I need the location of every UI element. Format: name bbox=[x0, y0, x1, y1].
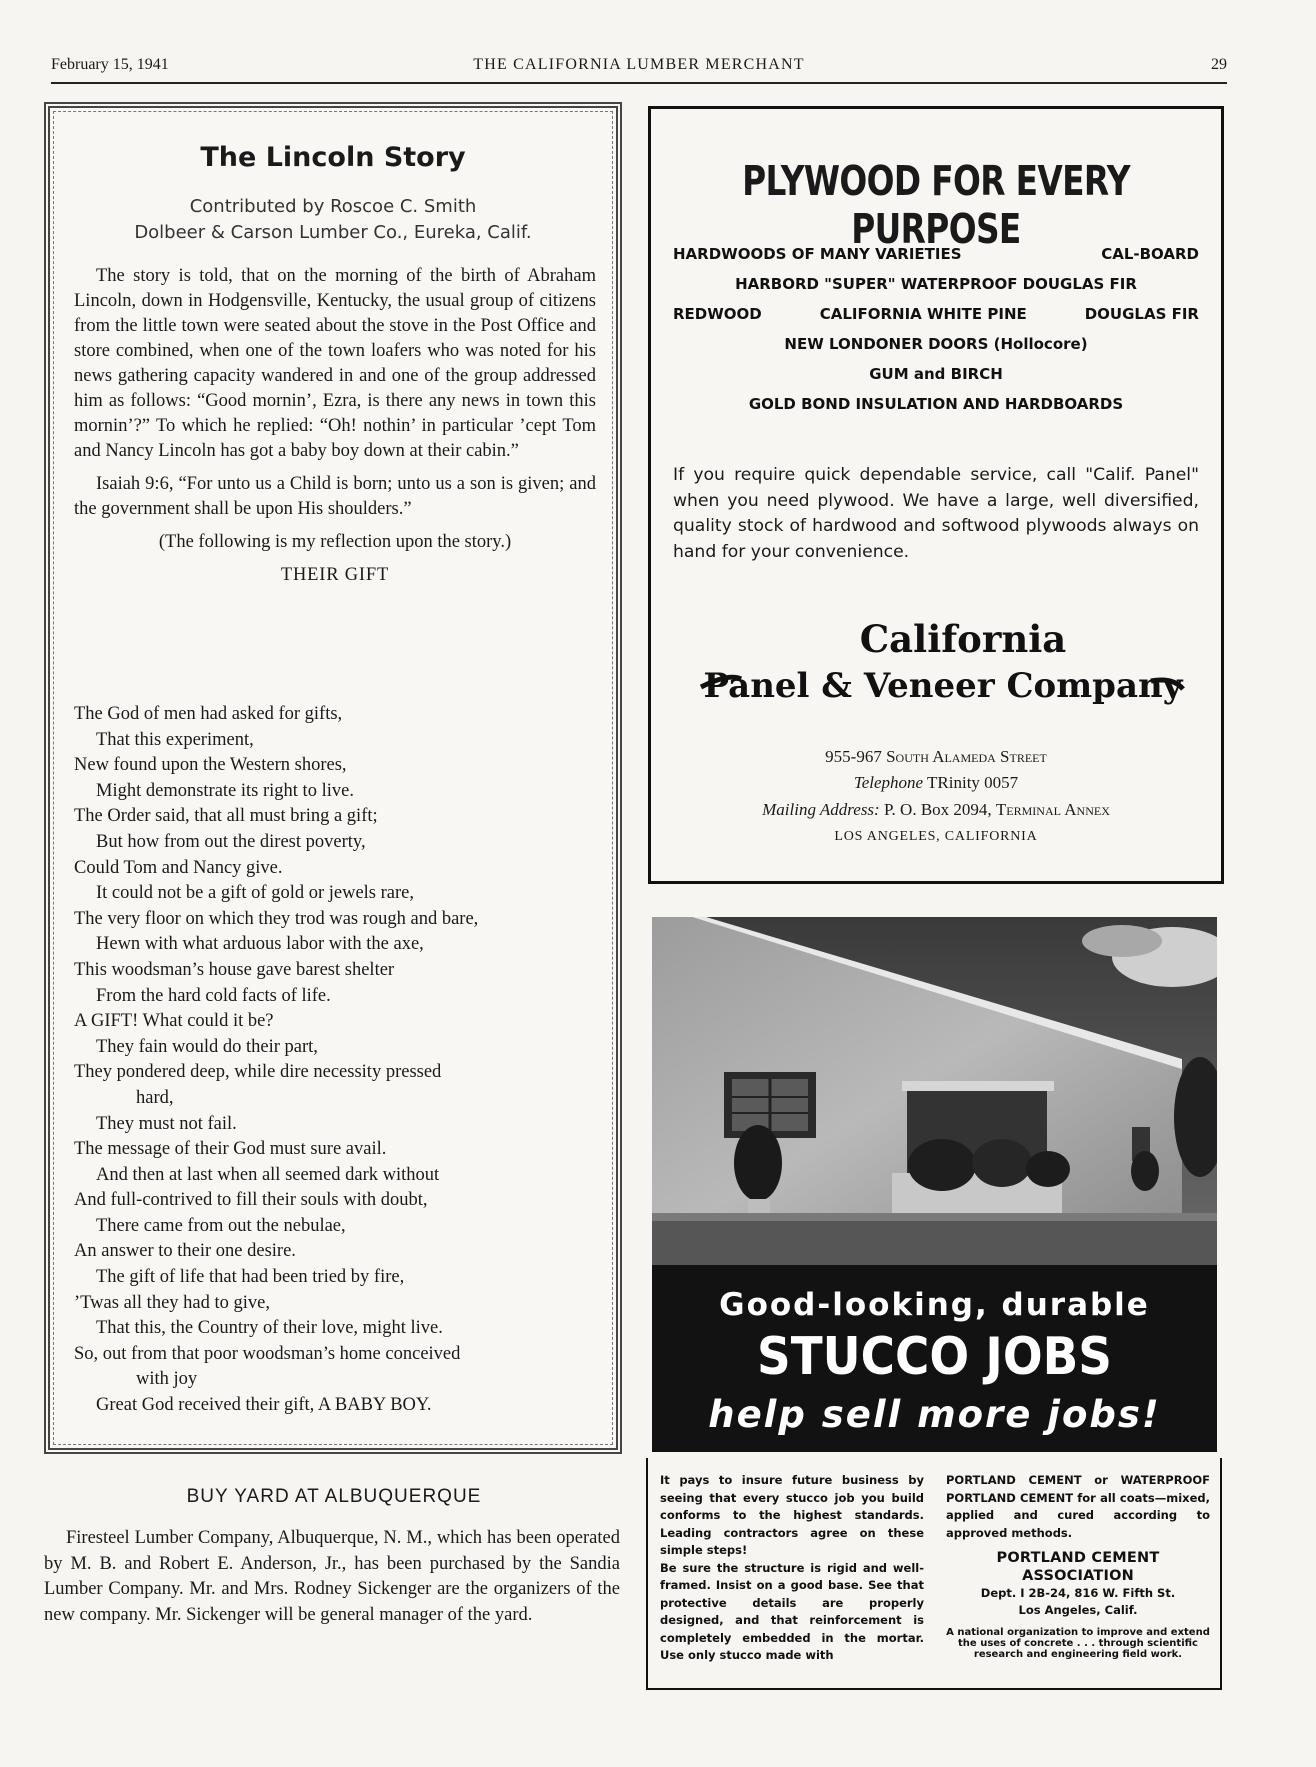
poem-line: Hewn with what arduous labor with the axe, bbox=[96, 934, 424, 955]
stucco-ad-copy bbox=[646, 1458, 1222, 1690]
poem-line: They pondered deep, while dire necessity pressed bbox=[74, 1062, 442, 1083]
logo-line-2: Panel & Veneer Company bbox=[703, 666, 1183, 706]
product-item: HARDWOODS OF MANY VARIETIES bbox=[673, 245, 962, 263]
product-row bbox=[673, 245, 1199, 263]
telephone bbox=[651, 773, 1221, 793]
poem-line: And then at last when all seemed dark without bbox=[96, 1164, 440, 1185]
poem-line: An answer to their one desire. bbox=[74, 1241, 296, 1262]
product-item: GUM and BIRCH bbox=[869, 365, 1003, 383]
stucco-copy-paragraph: PORTLAND CEMENT or WATERPROOF PORTLAND CEMENT for all coats—mixed, applied and cured according to approved methods. bbox=[946, 1473, 1210, 1540]
poem-line: New found upon the Western shores, bbox=[74, 755, 347, 776]
product-item: CAL-BOARD bbox=[1101, 245, 1199, 263]
issue-date: February 15, 1941 bbox=[51, 56, 169, 73]
association-name: PORTLAND CEMENT ASSOCIATION bbox=[996, 1550, 1160, 1584]
stucco-house-photo bbox=[652, 917, 1217, 1265]
product-row bbox=[673, 305, 1199, 323]
header-rule bbox=[51, 82, 1227, 84]
postal-station: Terminal Annex bbox=[995, 800, 1110, 819]
po-box: P. O. Box 2094, bbox=[883, 800, 992, 819]
street-number: 955-967 bbox=[825, 747, 882, 766]
street-address bbox=[651, 747, 1221, 767]
poem-line: hard, bbox=[136, 1087, 174, 1108]
poem-line: They fain would do their part, bbox=[96, 1036, 318, 1057]
product-item: NEW LONDONER DOORS (Hollocore) bbox=[784, 335, 1088, 353]
poem-line: Could Tom and Nancy give. bbox=[74, 857, 283, 878]
plywood-headline: PLYWOOD FOR EVERY PURPOSE bbox=[742, 157, 1130, 253]
product-item: DOUGLAS FIR bbox=[1084, 305, 1199, 323]
lincoln-body bbox=[74, 264, 596, 592]
product-item: REDWOOD bbox=[673, 305, 762, 323]
poem-line: with joy bbox=[136, 1369, 198, 1390]
lincoln-paragraph: The story is told, that on the morning of the birth of Abraham Lincoln, down in Hodgensville, Kentucky, the usual group of citizens from the little town were seated about the stove in the Post Office and store combined, when one of the town loafers who was noted for his news gathering capacity wandered in and one of the group addressed him as follows: “Good mornin’, Ezra, is there any news in town this mornin’?” To which he replied: “Oh! nothin’ in particular ’cept Tom and Nancy Lincoln has got a baby boy down at their cabin.” bbox=[74, 266, 596, 461]
poem-line: The God of men had asked for gifts, bbox=[74, 704, 343, 724]
stucco-copy-paragraph: Be sure the structure is rigid and well-framed. Insist on a good base. See that protective details are properly designed, and that reinforcement is completely embedded in the mortar. Use only stucco made with bbox=[660, 1560, 924, 1662]
association-address: Dept. I 2B-24, 816 W. Fifth St. bbox=[980, 1586, 1176, 1600]
masthead: THE CALIFORNIA LUMBER MERCHANT bbox=[473, 56, 805, 73]
page-number: 29 bbox=[1211, 56, 1227, 73]
mailing-address: Mailing Address: P. O. Box 2094, Terminal Annex bbox=[762, 800, 1110, 819]
poem-line: And full-contrived to fill their souls with doubt, bbox=[74, 1190, 428, 1211]
product-item: HARBORD "SUPER" WATERPROOF DOUGLAS FIR bbox=[735, 275, 1137, 293]
telephone-label: Telephone bbox=[853, 773, 924, 792]
stucco-copy-paragraph: It pays to insure future business by seeing that every stucco job you build conforms to the highest standards. Leading contractors agree on these simple steps! bbox=[660, 1473, 924, 1557]
lincoln-story-box bbox=[44, 102, 622, 1454]
poem bbox=[74, 702, 604, 1419]
stucco-slogan: help sell more jobs! bbox=[708, 1393, 1161, 1436]
poem-line: They must not fail. bbox=[96, 1113, 237, 1134]
poem-line: ’Twas all they had to give, bbox=[74, 1292, 270, 1313]
lincoln-credit-contributor: Contributed by Roscoe C. Smith bbox=[189, 196, 477, 217]
plywood-copy: If you require quick dependable service, call "Calif. Panel" when you need plywood. We have a large, well diversified, quality stock of hardwood and softwood plywoods always on hand for your convenience. bbox=[673, 465, 1199, 562]
poem-line: Might demonstrate its right to live. bbox=[96, 780, 354, 801]
poem-line: But how from out the direst poverty, bbox=[96, 831, 366, 852]
logo-line-1: California bbox=[859, 617, 1067, 661]
poem-line: That this, the Country of their love, might live. bbox=[96, 1318, 443, 1339]
poem-line: This woodsman’s house gave barest shelter bbox=[74, 959, 395, 980]
stucco-copy-column-left bbox=[660, 1472, 924, 1665]
poem-line: The very floor on which they trod was rough and bare, bbox=[74, 908, 479, 929]
poem-line: So, out from that poor woodsman’s home conceived bbox=[74, 1343, 461, 1364]
poem-line: Great God received their gift, A BABY BOY. bbox=[96, 1395, 432, 1416]
poem-line: A GIFT! What could it be? bbox=[74, 1011, 274, 1032]
poem-title: THEIR GIFT bbox=[280, 565, 390, 585]
association-note: A national organization to improve and extend the uses of concrete . . . through scientific research and engineering field work. bbox=[946, 1627, 1210, 1660]
poem-line: The gift of life that had been tried by fire, bbox=[96, 1267, 405, 1288]
lincoln-credit-company: Dolbeer & Carson Lumber Co., Eureka, Calif. bbox=[134, 222, 532, 243]
company-logo bbox=[681, 599, 1197, 719]
poem-line: The message of their God must sure avail. bbox=[74, 1139, 387, 1160]
association-city: Los Angeles, Calif. bbox=[1018, 1603, 1138, 1617]
city-line: LOS ANGELES, CALIFORNIA bbox=[834, 829, 1038, 844]
plywood-advertisement bbox=[648, 106, 1224, 884]
lincoln-title: The Lincoln Story bbox=[200, 142, 466, 173]
poem-line: There came from out the nebulae, bbox=[96, 1215, 346, 1236]
lincoln-paragraph: Isaiah 9:6, “For unto us a Child is born; unto us a son is given; and the government shall be upon His shoulders.” bbox=[74, 474, 596, 519]
lincoln-reflection-note: (The following is my reflection upon the story.) bbox=[158, 532, 512, 552]
telephone-number: TRinity 0057 bbox=[927, 773, 1019, 792]
albuquerque-article bbox=[44, 1526, 620, 1628]
poem-line: The Order said, that all must bring a gift; bbox=[74, 806, 378, 827]
product-item: CALIFORNIA WHITE PINE bbox=[819, 305, 1027, 323]
poem-line: It could not be a gift of gold or jewels rare, bbox=[96, 883, 414, 904]
page-header bbox=[51, 56, 1227, 82]
street-name: South Alameda Street bbox=[886, 747, 1047, 766]
poem-line: From the hard cold facts of life. bbox=[96, 985, 331, 1006]
product-item: GOLD BOND INSULATION AND HARDBOARDS bbox=[748, 395, 1124, 413]
stucco-tagline: Good-looking, durable bbox=[719, 1287, 1150, 1323]
albuquerque-headline: BUY YARD AT ALBUQUERQUE bbox=[186, 1486, 482, 1507]
stucco-banner bbox=[652, 1265, 1217, 1452]
stucco-copy-column-right bbox=[946, 1472, 1210, 1660]
albuquerque-body: Firesteel Lumber Company, Albuquerque, N. M., which has been operated by M. B. and Robert E. Anderson, Jr., has been purchased by the Sandia Lumber Company. Mr. and Mrs. Rodney Sickenger are the organizers of the new company. Mr. Sickenger will be general manager of the yard. bbox=[44, 1528, 620, 1625]
poem-line: That this experiment, bbox=[96, 729, 254, 750]
mailing-label: Mailing Address bbox=[762, 800, 875, 819]
stucco-headline: STUCCO JOBS bbox=[757, 1327, 1112, 1387]
